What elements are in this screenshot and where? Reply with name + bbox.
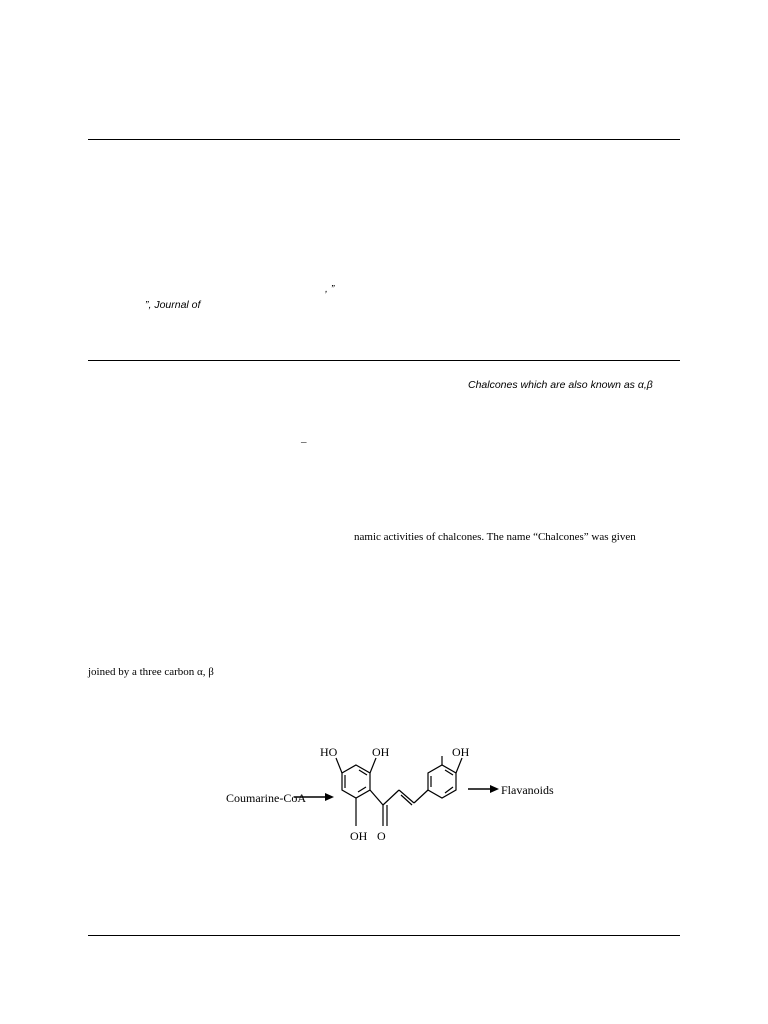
enone-bridge <box>370 790 428 826</box>
oh-right-label: OH <box>452 745 470 759</box>
ring-a <box>336 758 376 826</box>
journal-fragment: ”, Journal of <box>145 299 201 311</box>
namic-line: namic activities of chalcones. The name “Chalcones” was given <box>354 531 636 543</box>
dash-fragment: – <box>301 436 307 448</box>
top-divider <box>88 139 680 140</box>
middle-divider <box>88 360 680 361</box>
quote-fragment: , ” <box>325 283 335 295</box>
carbonyl-o-label: O <box>377 829 386 843</box>
bottom-divider <box>88 935 680 936</box>
arrow-to-flavanoids <box>468 785 499 793</box>
product-label: Flavanoids <box>501 783 554 797</box>
oh-bottom-label: OH <box>350 829 368 843</box>
chalcones-line: Chalcones which are also known as α,β <box>468 379 653 391</box>
ho-label: HO <box>320 745 338 759</box>
ring-b <box>428 756 462 798</box>
oh-ortho-label: OH <box>372 745 390 759</box>
substrate-label: Coumarine-CoA <box>226 791 306 805</box>
arrow-to-chalcone <box>294 793 334 801</box>
joined-line: joined by a three carbon α, β <box>88 666 214 678</box>
